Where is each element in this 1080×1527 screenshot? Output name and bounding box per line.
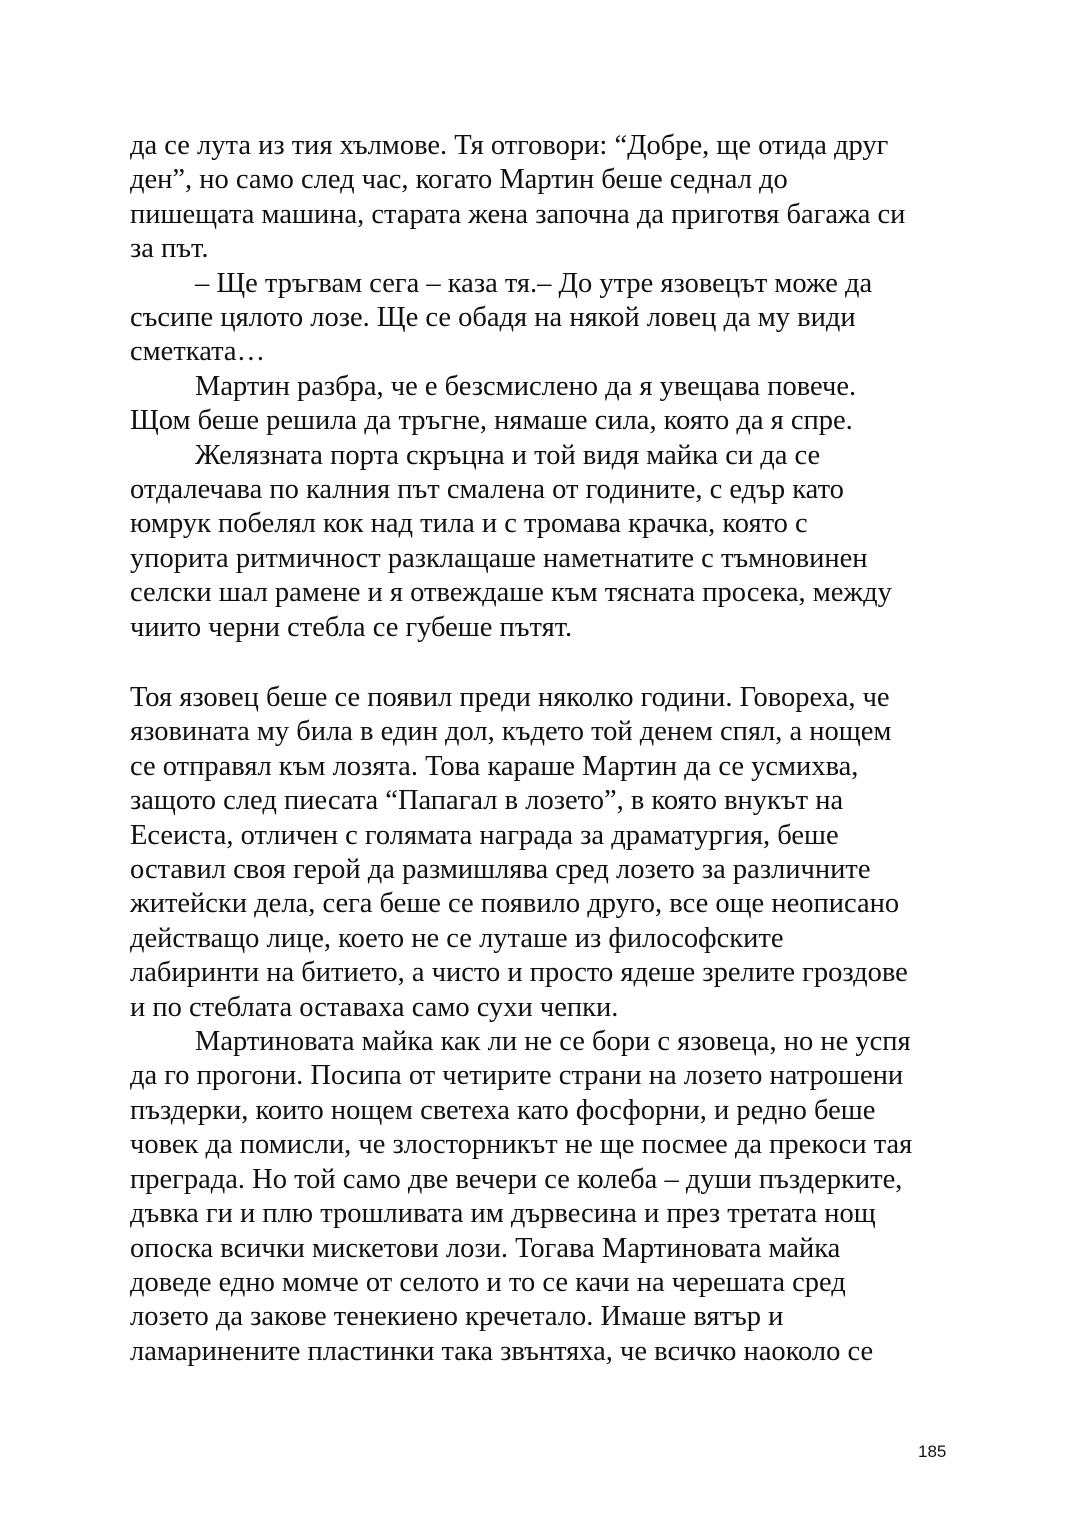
- text-line: Желязната порта скръцна и той видя майка си да се: [195, 439, 821, 471]
- text-line: защото след пиесата “Папагал в лозето”, в която внукът на: [130, 785, 844, 817]
- text-line: за път.: [130, 233, 209, 265]
- text-line: да го прогони. Посипа от четирите страни на лозето натрошени: [130, 1060, 904, 1092]
- text-line: да се лута из тия хълмове. Тя отговори: “Добре, ще отида друг: [130, 130, 889, 161]
- text-line: опоска всички мискетови лози. Тогава Мартиновата майка: [130, 1232, 841, 1264]
- page-number: 185: [918, 1442, 947, 1461]
- text-line: се отправял към лозята. Това караше Мартин да се усмихва,: [130, 750, 859, 782]
- text-line: Мартиновата майка как ли не се бори с язовеца, но не успя: [195, 1026, 911, 1058]
- text-line: чиито черни стебла се губеше пътят.: [130, 611, 573, 643]
- text-line: отдалечава по калния път смалена от годините, с едър като: [130, 474, 844, 506]
- text-line: пишещата машина, старата жена започна да приготвя багажа си: [130, 198, 906, 230]
- text-line: съсипе цялото лозе. Ще се обадя на някой ловец да му види: [130, 302, 856, 334]
- text-line: язовината му била в един дол, където той денем спял, а нощем: [130, 716, 892, 748]
- text-line: ден”, но само след час, когато Мартин беше седнал до: [130, 164, 788, 196]
- text-line: Мартин разбра, че е безсмислено да я увещава повече.: [195, 370, 857, 402]
- text-line: лозето да закове тенекиено кречетало. Имаше вятър и: [130, 1301, 784, 1333]
- text-line: преграда. Но той само две вечери се колеба – души пъздерките,: [130, 1163, 903, 1195]
- text-line: пъздерки, които нощем светеха като фосфорни, и редно беше: [130, 1094, 876, 1126]
- text-line: действащо лице, което не се луташе из философските: [130, 922, 784, 954]
- text-line: Есеиста, отличен с голямата награда за драматургия, беше: [130, 819, 839, 851]
- text-line: лабиринти на битието, а чисто и просто ядеше зрелите гроздове: [130, 957, 908, 989]
- text-line: житейски дела, сега беше се появило друго, все още неописано: [130, 888, 900, 920]
- text-line: сметката…: [130, 336, 266, 368]
- text-line: селски шал рамене и я отвеждаше към тясната просека, между: [130, 577, 892, 609]
- text-line: човек да помисли, че злосторникът не ще посмее да прекоси тая: [130, 1129, 913, 1161]
- text-line: доведе едно момче от селото и то се качи на черешата сред: [130, 1266, 846, 1298]
- text-line: и по стеблата оставаха само сухи чепки.: [130, 991, 619, 1023]
- text-line: ламаринените пластинки така звънтяха, че всичко наоколо се: [130, 1335, 874, 1367]
- text-line: Щом беше решила да тръгне, нямаше сила, която да я спре.: [130, 405, 853, 437]
- text-section-1: [130, 129, 960, 645]
- text-line: оставил своя герой да размишлява сред лозето за различните: [130, 854, 871, 886]
- text-line: юмрук побелял кок над тила и с тромава крачка, която с: [130, 508, 808, 540]
- text-line: упорита ритмичност разклащаше наметнатите с тъмновинен: [130, 542, 868, 574]
- text-line: дъвка ги и плю трошливата им дървесина и през третата нощ: [130, 1198, 876, 1230]
- text-section-2: [130, 681, 960, 1369]
- text-line: – Ще тръгвам сега – каза тя.– До утре язовецът може да: [195, 267, 873, 299]
- text-line: Тоя язовец беше се появил преди няколко години. Говореха, че: [130, 682, 890, 713]
